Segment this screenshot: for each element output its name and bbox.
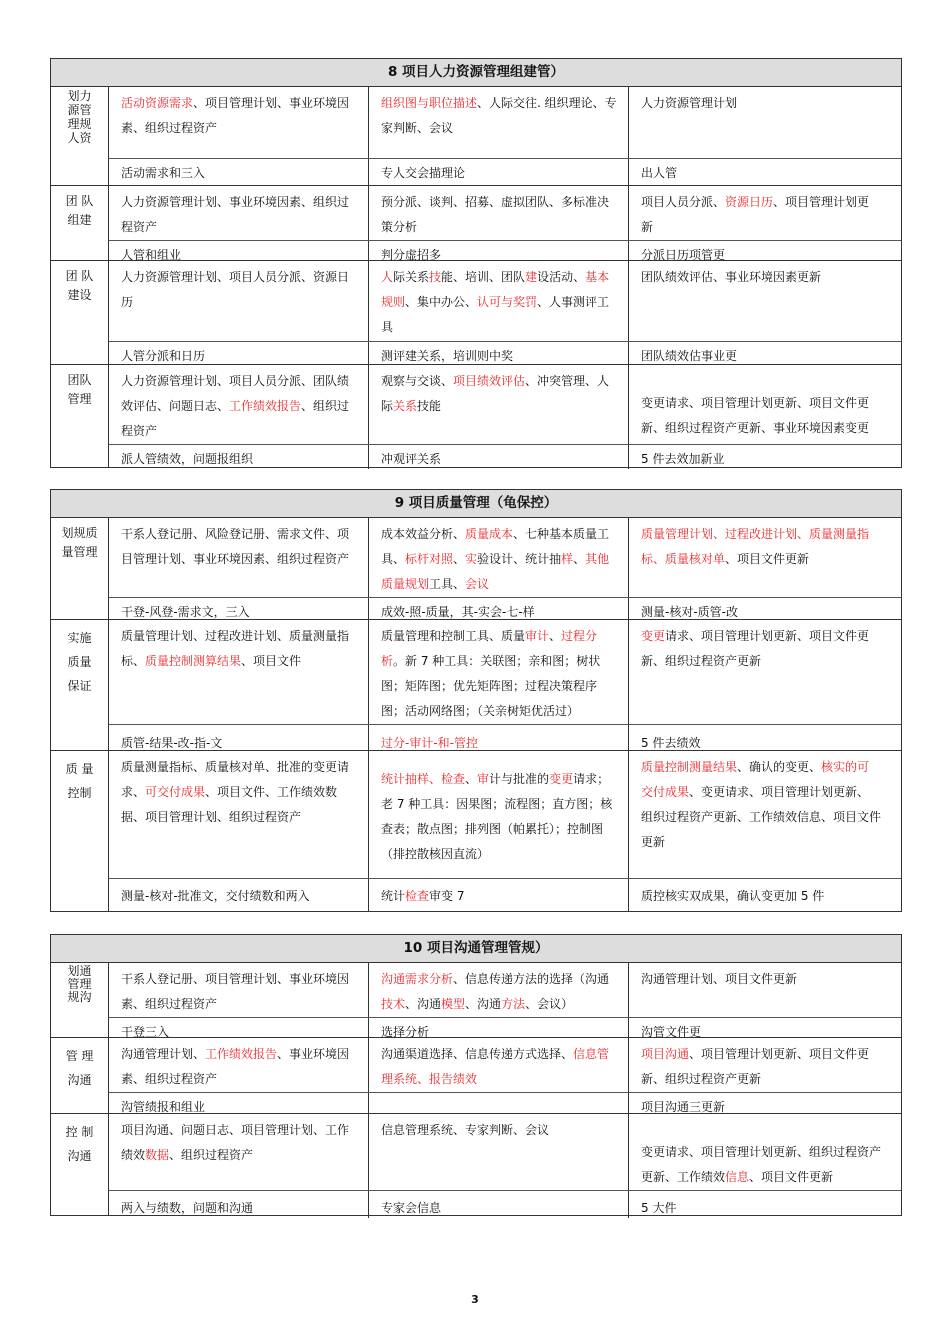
- cell-text: 变更请求、项目管理计划更新、组织过程资产更新、工作绩效: [641, 1145, 882, 1184]
- process-label: 划力源管理规人资: [51, 87, 109, 185]
- highlight-text: 变更: [641, 629, 666, 643]
- highlight-text: 活动资源需求: [121, 96, 194, 110]
- section-title: 10 项目沟通管理管规）: [51, 935, 901, 963]
- outputs-cell: [629, 87, 891, 158]
- process-label: 实施质量保证: [51, 620, 109, 750]
- cell-text: 请求、项目管理计划更新、项目文件更新、组织过程资产更新: [641, 629, 870, 668]
- highlight-text: 质量管理计划、过程改进计划、质量测量指标、质量核对单: [641, 527, 870, 566]
- mnemonic-cell: 质管-结果-改-指-文: [109, 725, 369, 753]
- cell-text: 请求；老 7 种工具：因果图；流程图；直方图；核查表；散点图；排列图（帕累托）；控制图 （排控散核因直流）: [381, 772, 616, 861]
- table-row: [51, 518, 901, 620]
- highlight-text: 沟通需求分析: [381, 972, 454, 986]
- process-label: 质 量控制: [51, 751, 109, 911]
- cell-text: 质量管理计划、过程改进计划、质量测量指标、: [121, 629, 350, 668]
- cell-text: 干系人登记册、风险登记册、需求文件、项目管理计划、事业环境因素、组织过程资产: [121, 527, 350, 566]
- highlight-text: 样: [561, 552, 574, 566]
- tools-cell: [369, 365, 629, 444]
- highlight-text: 质量控制测算结果: [145, 654, 242, 668]
- mnemonic-cell: 过分-审计-和-管控: [369, 725, 629, 753]
- cell-text: 、会议）: [525, 997, 574, 1011]
- cell-text: 、冲突管理、人际: [381, 374, 610, 413]
- highlight-text: 基本规则: [381, 270, 610, 309]
- mnemonic-cell: 活动需求和三入: [109, 159, 369, 185]
- cell-text: 、项目文件更新: [725, 552, 810, 566]
- inputs-cell: [109, 87, 369, 158]
- cell-text: 、信息传递方法的选择（沟通: [453, 972, 610, 986]
- section-title: 9 项目质量管理（龟保控）: [51, 490, 901, 518]
- table-row: [51, 620, 901, 751]
- inputs-cell: [109, 518, 369, 597]
- cell-text: 变更请求、项目管理计划更新、项目文件更新、组织过程资产更新、事业环境因素变更: [641, 396, 870, 435]
- table-row: [51, 87, 901, 186]
- cell-text: 、: [453, 552, 466, 566]
- highlight-text: 技术: [381, 997, 406, 1011]
- highlight-text: 实: [465, 552, 478, 566]
- tools-cell: [369, 963, 629, 1017]
- highlight-text: 统计抽样、检查: [381, 772, 466, 786]
- outputs-cell: [629, 963, 891, 1017]
- cell-text: 、人事测评工具: [381, 295, 610, 334]
- cell-text: 沟通管理计划、: [121, 1047, 206, 1061]
- outputs-cell: [629, 518, 891, 597]
- table-row: [51, 963, 901, 1038]
- highlight-text: 标杆对照: [405, 552, 454, 566]
- mnemonic-cell: 测评建关系，培训则中奖: [369, 342, 629, 364]
- table-row: [51, 365, 901, 467]
- cell-text: 计与批准的: [489, 772, 550, 786]
- inputs-cell: [109, 620, 369, 724]
- cell-text: 项目沟通、问题日志、项目管理计划、工作绩效: [121, 1123, 350, 1162]
- mnemonic-cell: 成效-照-质量，其-实会-七-样: [369, 598, 629, 620]
- outputs-cell: [629, 1038, 891, 1092]
- cell-text: 际关系: [393, 270, 430, 284]
- cell-text: 、: [573, 552, 586, 566]
- cell-text: 、组织过程资产: [169, 1148, 254, 1162]
- mnemonic-cell: 干登-风登-需求文，三入: [109, 598, 369, 620]
- highlight-text: 建: [525, 270, 538, 284]
- cell-text: 人力资源管理计划、项目人员分派、资源日历: [121, 270, 350, 309]
- highlight-text: 质量成本: [465, 527, 514, 541]
- cell-text: 沟通管理计划、项目文件更新: [641, 972, 798, 986]
- cell-text: 、项目管理计划、事业环境因素、组织过程资产: [121, 96, 350, 135]
- mnemonic-cell: 5 大件: [641, 1201, 677, 1215]
- tools-cell: [369, 87, 629, 158]
- mnemonic-cell: 干登三入: [109, 1018, 369, 1040]
- outputs-cell: [629, 1114, 891, 1190]
- inputs-cell: [109, 751, 369, 878]
- highlight-text: 审: [477, 772, 490, 786]
- cell-text: 工具、: [429, 577, 466, 591]
- cell-text: 、变更请求、项目管理计划更新、组织过程资产更新、工作绩效信息、项目文件更新: [641, 785, 882, 849]
- mnemonic-cell: 判分虚招多: [369, 241, 629, 263]
- mnemonic-cell: 人管和组业: [109, 241, 369, 263]
- outputs-cell: [629, 751, 891, 878]
- cell-text: 人力资源管理计划: [641, 96, 738, 110]
- cell-text: 、人际交往. 组织理论、专家判断、会议: [381, 96, 617, 135]
- highlight-text: 其他质量规划: [381, 552, 610, 591]
- highlight-text: 项目绩效评估: [453, 374, 526, 388]
- process-label: 团 队组建: [51, 186, 109, 260]
- cell-text: 、项目文件、工作绩效数据、项目管理计划、组织过程资产: [121, 785, 338, 824]
- mnemonic-cell: 测量-核对-批准文，交付绩数和两入: [109, 879, 369, 911]
- inputs-cell: [109, 186, 369, 240]
- cell-text: 干系人登记册、项目管理计划、事业环境因素、组织过程资产: [121, 972, 350, 1011]
- cell-text: 、集中办公、: [405, 295, 478, 309]
- section-title: 8 项目人力资源管理组建管）: [51, 59, 901, 87]
- cell-text: 、项目管理计划更新、项目文件更新、组织过程资产更新: [641, 1047, 870, 1086]
- tools-cell: [369, 1114, 629, 1190]
- outputs-cell: [629, 261, 891, 341]
- mnemonic-cell: 项目沟通三更新: [641, 1100, 726, 1114]
- highlight-text: 工作绩效报告: [229, 399, 302, 413]
- mnemonic-cell: 专家会信息: [369, 1191, 629, 1218]
- highlight-text: 会议: [465, 577, 490, 591]
- cell-text: 技能: [417, 399, 442, 413]
- mnemonic-cell: 团队绩效估事业更: [641, 349, 738, 363]
- highlight-text: 检查: [405, 889, 430, 903]
- cell-text: 、事业环境因素、组织过程资产: [121, 1047, 350, 1086]
- inputs-cell: [109, 1114, 369, 1190]
- inputs-cell: [109, 1038, 369, 1092]
- highlight-text: 方法: [501, 997, 526, 1011]
- mnemonic-cell: 测量-核对-质管-改: [641, 605, 738, 619]
- table-row: [51, 751, 901, 911]
- cell-text: 质量测量指标、质量核对单、批准的变更请求、: [121, 760, 350, 799]
- cell-text: 人力资源管理计划、事业环境因素、组织过程资产: [121, 195, 350, 234]
- highlight-text: 审计: [525, 629, 550, 643]
- highlight-text: 信息: [725, 1170, 750, 1184]
- tools-cell: [369, 261, 629, 341]
- cell-text: 预分派、谈判、招募、虚拟团队、多标准决策分析: [381, 195, 610, 234]
- cell-text: 、: [465, 772, 478, 786]
- highlight-text: 项目沟通: [641, 1047, 690, 1061]
- cell-text: 、沟通: [405, 997, 442, 1011]
- cell-text: 、项目文件更新: [749, 1170, 834, 1184]
- mnemonic-cell: 选择分析: [369, 1018, 629, 1040]
- section-quality: [50, 489, 902, 912]
- page-number: 3: [471, 1293, 479, 1306]
- mnemonic-cell: 派人管绩效，问题报组织: [109, 445, 369, 469]
- mnemonic-cell: 5 件去效加新业: [641, 452, 725, 466]
- mnemonic-cell: 统计检查审变 7: [369, 879, 629, 911]
- outputs-cell: [629, 365, 891, 444]
- cell-text: 信息管理系统、专家判断、会议: [381, 1123, 550, 1137]
- outputs-cell: [629, 620, 891, 724]
- section-communication: [50, 934, 902, 1216]
- highlight-text: 质量控制测量结果: [641, 760, 738, 774]
- cell-text: 设活动、: [537, 270, 586, 284]
- table-row: [51, 261, 901, 365]
- highlight-text: 数据: [145, 1148, 170, 1162]
- mnemonic-cell: 分派日历项管更: [641, 248, 726, 262]
- process-label: 划规质量管理: [51, 518, 109, 619]
- process-label: 划通管理规沟: [51, 963, 109, 1037]
- tools-cell: [369, 1038, 629, 1092]
- cell-text: 团队绩效评估、事业环境因素更新: [641, 270, 822, 284]
- mnemonic-cell: 冲观评关系: [369, 445, 629, 469]
- cell-text: 能、培训、团队: [441, 270, 526, 284]
- cell-text: 观察与交谈、: [381, 374, 454, 388]
- mnemonic-cell: 人管分派和日历: [109, 342, 369, 364]
- process-label: 团 队建设: [51, 261, 109, 364]
- tools-cell: [369, 620, 629, 724]
- mnemonic-cell: 沟管绩报和组业: [109, 1093, 369, 1115]
- highlight-text: 模型: [441, 997, 466, 1011]
- cell-text: 、组织过程资产: [121, 399, 350, 438]
- cell-text: 成本效益分析、: [381, 527, 466, 541]
- highlight-text: 变更: [549, 772, 574, 786]
- cell-text: 、确认的变更、: [737, 760, 822, 774]
- process-label: 控 制沟通: [51, 1114, 109, 1215]
- inputs-cell: [109, 963, 369, 1017]
- cell-text: 、七种基本质量工具、: [381, 527, 610, 566]
- table-row: [51, 1038, 901, 1114]
- mnemonic-cell: [369, 1093, 629, 1115]
- cell-text: 质量管理和控制工具、质量: [381, 629, 526, 643]
- mnemonic-cell: 5 件去绩效: [641, 736, 701, 750]
- highlight-text: 人: [381, 270, 394, 284]
- highlight-text: 关系: [393, 399, 418, 413]
- mnemonic-cell: 两入与绩数，问题和沟通: [109, 1191, 369, 1218]
- highlight-text: 认可与奖罚: [477, 295, 538, 309]
- highlight-text: 可交付成果: [145, 785, 206, 799]
- cell-text: 、沟通: [465, 997, 502, 1011]
- section-hr: [50, 58, 902, 468]
- cell-text: 、项目文件: [241, 654, 302, 668]
- table-row: [51, 186, 901, 261]
- highlight-text: 组织图与职位描述: [381, 96, 478, 110]
- inputs-cell: [109, 365, 369, 444]
- highlight-text: 核实的可交付成果: [641, 760, 870, 799]
- highlight-text: 技: [429, 270, 442, 284]
- mnemonic-cell: 出人管: [641, 166, 678, 180]
- tools-cell: [369, 518, 629, 597]
- cell-text: 项目人员分派、: [641, 195, 726, 209]
- process-label: 管 理沟通: [51, 1038, 109, 1113]
- process-label: 团队管理: [51, 365, 109, 467]
- highlight-text: 资源日历: [725, 195, 774, 209]
- tools-cell: [369, 186, 629, 240]
- mnemonic-cell: 沟管文件更: [641, 1025, 702, 1039]
- cell-text: 、项目管理计划更新: [641, 195, 870, 234]
- mnemonic-cell: 质控核实双成果，确认变更加 5 件: [641, 889, 825, 903]
- inputs-cell: [109, 261, 369, 341]
- cell-text: 、: [549, 629, 562, 643]
- cell-text: 。新 7 种工具：关联图；亲和图；树状图；矩阵图；优先矩阵图；过程决策程序图；活动网络图；（关亲树矩优活过）: [381, 654, 601, 718]
- cell-text: 人力资源管理计划、项目人员分派、团队绩效评估、问题日志、: [121, 374, 350, 413]
- highlight-text: 信息管理系统、报告绩效: [381, 1047, 610, 1086]
- tools-cell: [369, 751, 629, 878]
- cell-text: 验设计、统计抽: [477, 552, 562, 566]
- outputs-cell: [629, 186, 891, 240]
- cell-text: 沟通渠道选择、信息传递方式选择、: [381, 1047, 574, 1061]
- table-row: [51, 1114, 901, 1215]
- highlight-text: 工作绩效报告: [205, 1047, 278, 1061]
- mnemonic-cell: 专人交会描理论: [369, 159, 629, 185]
- highlight-text: 过程分析: [381, 629, 598, 668]
